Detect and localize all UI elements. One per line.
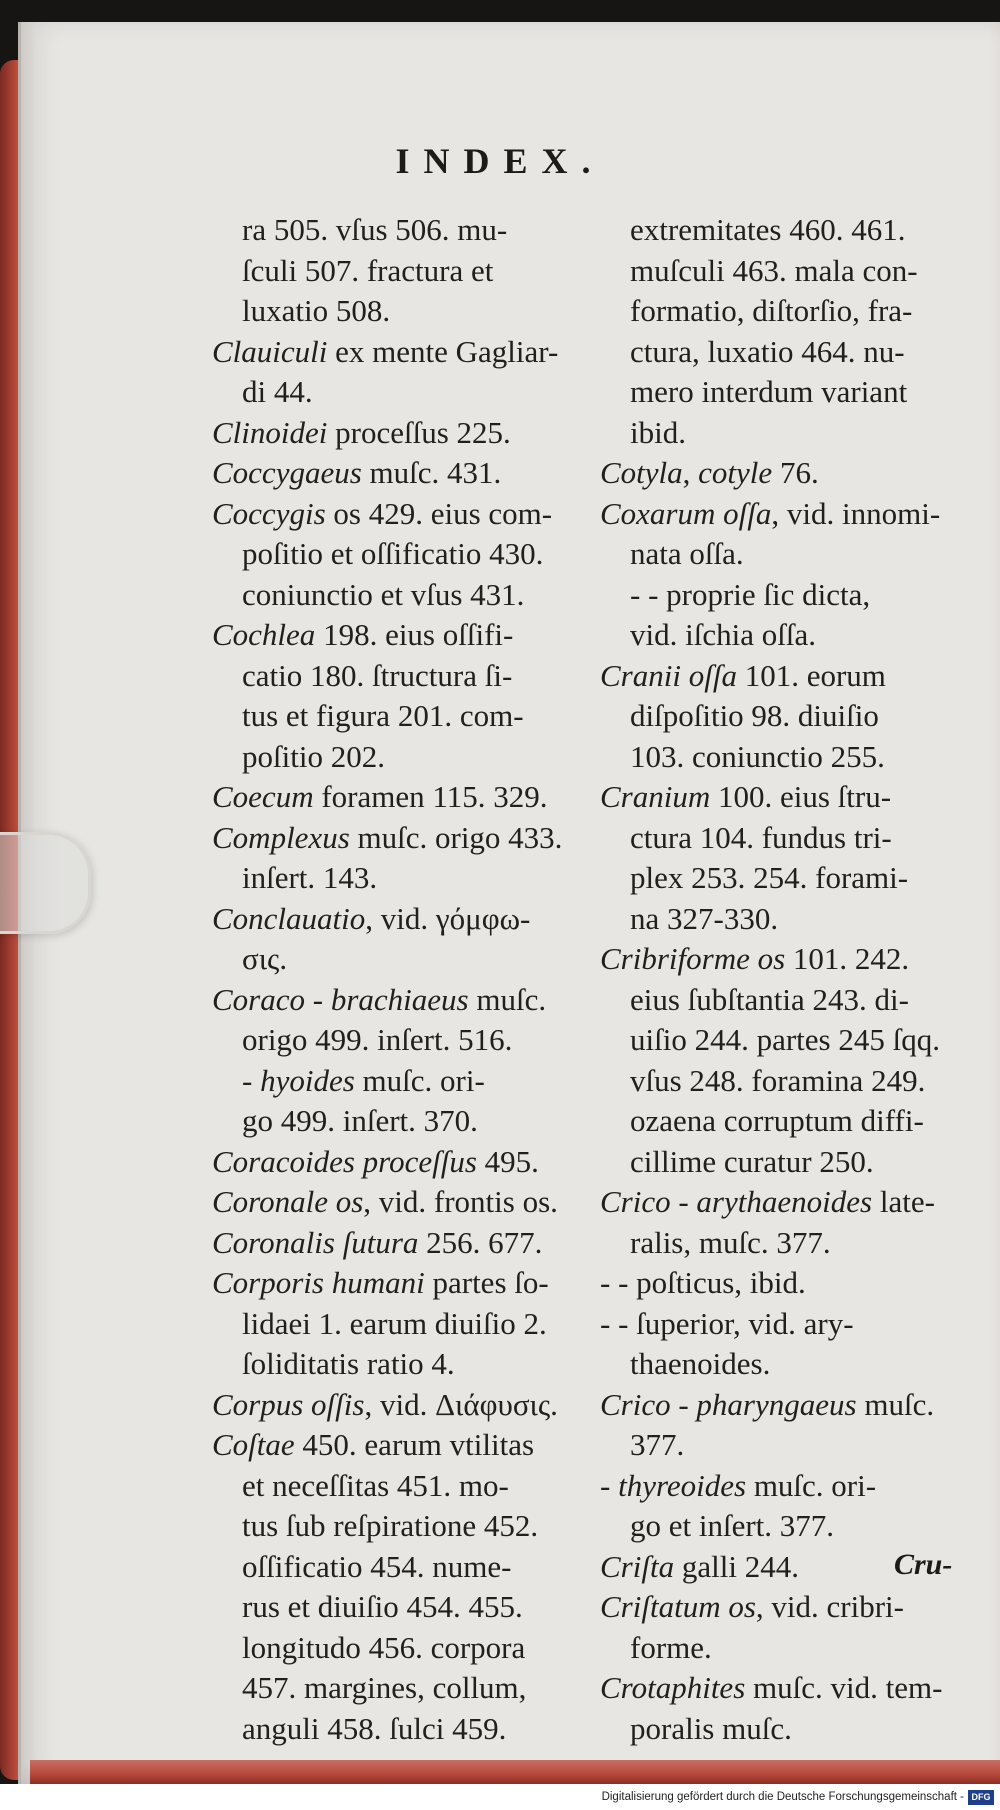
index-text: muſculi 463. mala con- <box>630 252 918 288</box>
index-text: di 44. <box>242 374 313 409</box>
index-line <box>600 453 985 494</box>
index-text: 495. <box>476 1143 539 1179</box>
index-text: et neceſſitas 451. mo- <box>242 1467 509 1503</box>
index-term: Corporis humani <box>212 1265 425 1300</box>
right-index-column <box>600 210 985 1749</box>
index-text: - - poſticus, ibid. <box>600 1265 806 1300</box>
index-line <box>600 1506 985 1547</box>
index-line <box>212 372 592 413</box>
index-line <box>600 1304 985 1345</box>
index-text: cillime curatur 250. <box>630 1143 874 1179</box>
index-text: 450. earum vtilitas <box>294 1427 535 1462</box>
index-text: ex mente Gagliar- <box>327 333 559 369</box>
index-line <box>600 858 985 899</box>
index-text: go 499. inſert. 370. <box>242 1103 478 1138</box>
index-text: plex 253. 254. forami- <box>630 860 909 895</box>
index-line <box>600 575 985 616</box>
index-line <box>212 1709 592 1750</box>
left-index-column <box>212 210 592 1749</box>
index-term: thyreoides <box>618 1467 747 1503</box>
index-line <box>600 818 985 859</box>
index-line <box>212 1668 592 1709</box>
index-term: Coxarum oſſa <box>600 495 772 531</box>
index-term: Clinoidei <box>212 414 328 450</box>
index-term: Coccygaeus <box>212 455 362 490</box>
index-line <box>600 332 985 373</box>
index-line <box>212 1425 592 1466</box>
index-term: Cochlea <box>212 617 316 652</box>
index-text: muſc. origo 433. <box>349 819 563 855</box>
index-line <box>600 372 985 413</box>
index-text: muſc. ori- <box>354 1062 485 1098</box>
index-line <box>212 413 592 454</box>
index-line <box>212 899 592 940</box>
index-line <box>212 1466 592 1507</box>
index-text: 100. eius ſtru- <box>710 779 892 814</box>
index-line <box>600 737 985 778</box>
index-line <box>600 1061 985 1102</box>
index-text: forme. <box>630 1629 712 1665</box>
index-line <box>600 534 985 575</box>
index-line <box>600 251 985 292</box>
index-text: nata oſſa. <box>630 536 744 571</box>
index-term: Cotyla <box>600 455 683 490</box>
index-text: 76. <box>772 455 819 490</box>
index-term: Coronalis ſutura <box>212 1224 419 1260</box>
index-text: catio 180. ſtructura ſi- <box>242 657 513 693</box>
index-term: Corpus oſſis <box>212 1386 365 1422</box>
index-text: , vid. frontis os. <box>363 1184 558 1219</box>
index-text: anguli 458. ſulci 459. <box>242 1710 507 1746</box>
index-text: ralis, muſc. 377. <box>630 1224 831 1260</box>
index-text: poralis muſc. <box>630 1710 792 1746</box>
index-line <box>212 737 592 778</box>
index-line <box>212 1506 592 1547</box>
index-text: ctura 104. fundus tri- <box>630 819 892 855</box>
index-line <box>212 575 592 616</box>
index-term: Conclauatio <box>212 900 366 936</box>
index-term: Crico - pharyngaeus <box>600 1386 857 1422</box>
index-text: oſſificatio 454. nume- <box>242 1548 512 1584</box>
index-text: partes ſo- <box>424 1265 549 1300</box>
index-text: eius ſubſtantia 243. di- <box>630 981 909 1017</box>
index-term: Cranii oſſa <box>600 657 737 693</box>
index-line <box>600 899 985 940</box>
index-text: tus et figura 201. com- <box>242 698 524 733</box>
index-line <box>600 696 985 737</box>
index-term: Complexus <box>212 819 350 855</box>
index-line <box>212 1223 592 1264</box>
index-text: luxatio 508. <box>242 293 391 328</box>
index-line <box>600 210 985 251</box>
index-line <box>212 1385 592 1426</box>
index-line <box>212 251 592 292</box>
index-line <box>212 1061 592 1102</box>
index-term: hyoides <box>260 1062 355 1098</box>
index-text: 101. eorum <box>736 657 886 693</box>
index-line <box>212 1101 592 1142</box>
index-text: muſc. <box>468 981 547 1017</box>
index-text: 457. margines, collum, <box>242 1670 527 1705</box>
index-line <box>600 1587 985 1628</box>
index-line <box>600 1020 985 1061</box>
index-text: ſculi 507. fractura et <box>242 252 494 288</box>
index-line <box>600 1628 985 1669</box>
index-line <box>212 291 592 332</box>
index-text: 103. coniunctio 255. <box>630 738 885 774</box>
index-text: 377. <box>630 1427 685 1462</box>
index-text: foramen 115. 329. <box>313 779 548 814</box>
index-text: rus et diuiſio 454. 455. <box>242 1589 523 1624</box>
index-text: poſitio et oſſificatio 430. <box>242 536 544 571</box>
index-text: vid. iſchia oſſa. <box>630 617 816 652</box>
index-term: Crico - arythaenoides <box>600 1184 873 1219</box>
index-line <box>600 939 985 980</box>
index-line <box>600 1385 985 1426</box>
index-text: uiſio 244. partes 245 ſqq. <box>630 1022 940 1057</box>
index-text: , vid. γόμφω- <box>365 900 531 936</box>
index-term: Cribriforme os <box>600 941 786 976</box>
index-line <box>212 1547 592 1588</box>
index-text: formatio, diſtorſio, fra- <box>630 293 913 328</box>
index-line <box>212 858 592 899</box>
index-text: go et inſert. 377. <box>630 1508 835 1543</box>
index-line <box>600 656 985 697</box>
index-text: lidaei 1. earum diuiſio 2. <box>242 1305 547 1341</box>
index-line <box>600 1466 985 1507</box>
index-text: ra 505. vſus 506. mu- <box>242 212 508 247</box>
index-line <box>600 1709 985 1750</box>
index-text: inſert. 143. <box>242 860 378 895</box>
index-line <box>600 1344 985 1385</box>
index-text: extremitates 460. 461. <box>630 212 906 247</box>
index-line <box>212 656 592 697</box>
index-text: muſc. vid. tem- <box>745 1670 943 1705</box>
index-line <box>600 1425 985 1466</box>
index-text: ibid. <box>630 414 686 450</box>
index-line <box>212 1304 592 1345</box>
index-text: 101. 242. <box>785 941 910 976</box>
index-line <box>212 1628 592 1669</box>
index-text: coniunctio et vſus 431. <box>242 576 525 612</box>
index-term: Criſtatum os <box>600 1589 756 1624</box>
page-bottom-edge <box>30 1760 1000 1784</box>
index-line <box>600 1101 985 1142</box>
index-text: galli 244. <box>674 1548 799 1584</box>
index-line <box>212 494 592 535</box>
index-line <box>212 1142 592 1183</box>
index-text: σις. <box>242 941 288 976</box>
index-text: thaenoides. <box>630 1346 771 1381</box>
index-line <box>212 615 592 656</box>
index-text: os 429. eius com- <box>325 495 553 531</box>
index-line <box>212 1344 592 1385</box>
index-text: poſitio 202. <box>242 738 385 774</box>
index-term: Coracoides proceſſus <box>212 1143 477 1179</box>
index-line <box>212 1020 592 1061</box>
index-line <box>600 1142 985 1183</box>
index-text: - <box>242 1062 261 1098</box>
index-text: diſpoſitio 98. diuiſio <box>630 698 879 733</box>
index-line <box>212 1182 592 1223</box>
index-line <box>600 1223 985 1264</box>
index-text: , <box>682 455 699 490</box>
index-term: cotyle <box>698 455 773 490</box>
index-text: muſc. ori- <box>746 1467 877 1503</box>
index-line <box>212 1587 592 1628</box>
index-term: Cranium <box>600 779 711 814</box>
index-text: origo 499. inſert. 516. <box>242 1022 513 1057</box>
index-text: , vid. cribri- <box>755 1589 904 1624</box>
index-text: longitudo 456. corpora <box>242 1629 526 1665</box>
index-line <box>212 818 592 859</box>
index-line <box>212 534 592 575</box>
index-text: - <box>600 1467 619 1503</box>
index-text: - - ſuperior, vid. ary- <box>600 1305 854 1341</box>
index-line <box>600 494 985 535</box>
index-line <box>600 980 985 1021</box>
index-text: , vid. Διάφυσις. <box>364 1386 558 1422</box>
index-text: na 327-330. <box>630 900 779 936</box>
page-title: INDEX. <box>395 141 605 181</box>
catchword: Cru- <box>894 1548 953 1581</box>
index-line <box>212 980 592 1021</box>
dfg-logo: DFG <box>968 1790 994 1805</box>
index-text: muſc. <box>856 1386 935 1422</box>
index-text: , vid. innomi- <box>771 495 941 531</box>
index-term: Coſtae <box>212 1427 295 1462</box>
index-term: Clauiculi <box>212 333 328 369</box>
index-line <box>212 332 592 373</box>
index-line <box>600 1182 985 1223</box>
index-text: mero interdum variant <box>630 374 908 409</box>
index-term: Criſta <box>600 1548 675 1584</box>
index-text: ctura, luxatio 464. nu- <box>630 333 905 369</box>
index-text: ozaena corruptum diffi- <box>630 1103 924 1138</box>
index-text: vſus 248. foramina 249. <box>630 1062 926 1098</box>
footer-credit: Digitalisierung gefördert durch die Deutsche Forschungsgemeinschaft - <box>601 1791 964 1803</box>
index-line <box>212 777 592 818</box>
index-term: Coecum <box>212 779 314 814</box>
index-term: Coraco - brachiaeus <box>212 981 469 1017</box>
index-text: proceſſus 225. <box>327 414 511 450</box>
index-line <box>600 291 985 332</box>
index-line <box>600 777 985 818</box>
index-line <box>600 1263 985 1304</box>
index-text: late- <box>872 1184 935 1219</box>
index-text: ſoliditatis ratio 4. <box>242 1346 455 1381</box>
index-line <box>212 696 592 737</box>
index-line <box>212 939 592 980</box>
index-term: Coccygis <box>212 495 326 531</box>
index-line <box>212 453 592 494</box>
index-line <box>600 615 985 656</box>
bookmark-tab <box>0 832 91 934</box>
index-text: 198. eius oſſifi- <box>315 617 514 652</box>
index-text: tus ſub reſpiratione 452. <box>242 1508 539 1543</box>
index-text: muſc. 431. <box>361 455 502 490</box>
index-line <box>212 1263 592 1304</box>
index-line <box>600 1668 985 1709</box>
index-text: 256. 677. <box>418 1224 543 1260</box>
index-line <box>600 413 985 454</box>
index-text: - - proprie ſic dicta, <box>630 576 871 612</box>
index-line <box>212 210 592 251</box>
index-term: Crotaphites <box>600 1670 746 1705</box>
index-term: Coronale os <box>212 1184 364 1219</box>
